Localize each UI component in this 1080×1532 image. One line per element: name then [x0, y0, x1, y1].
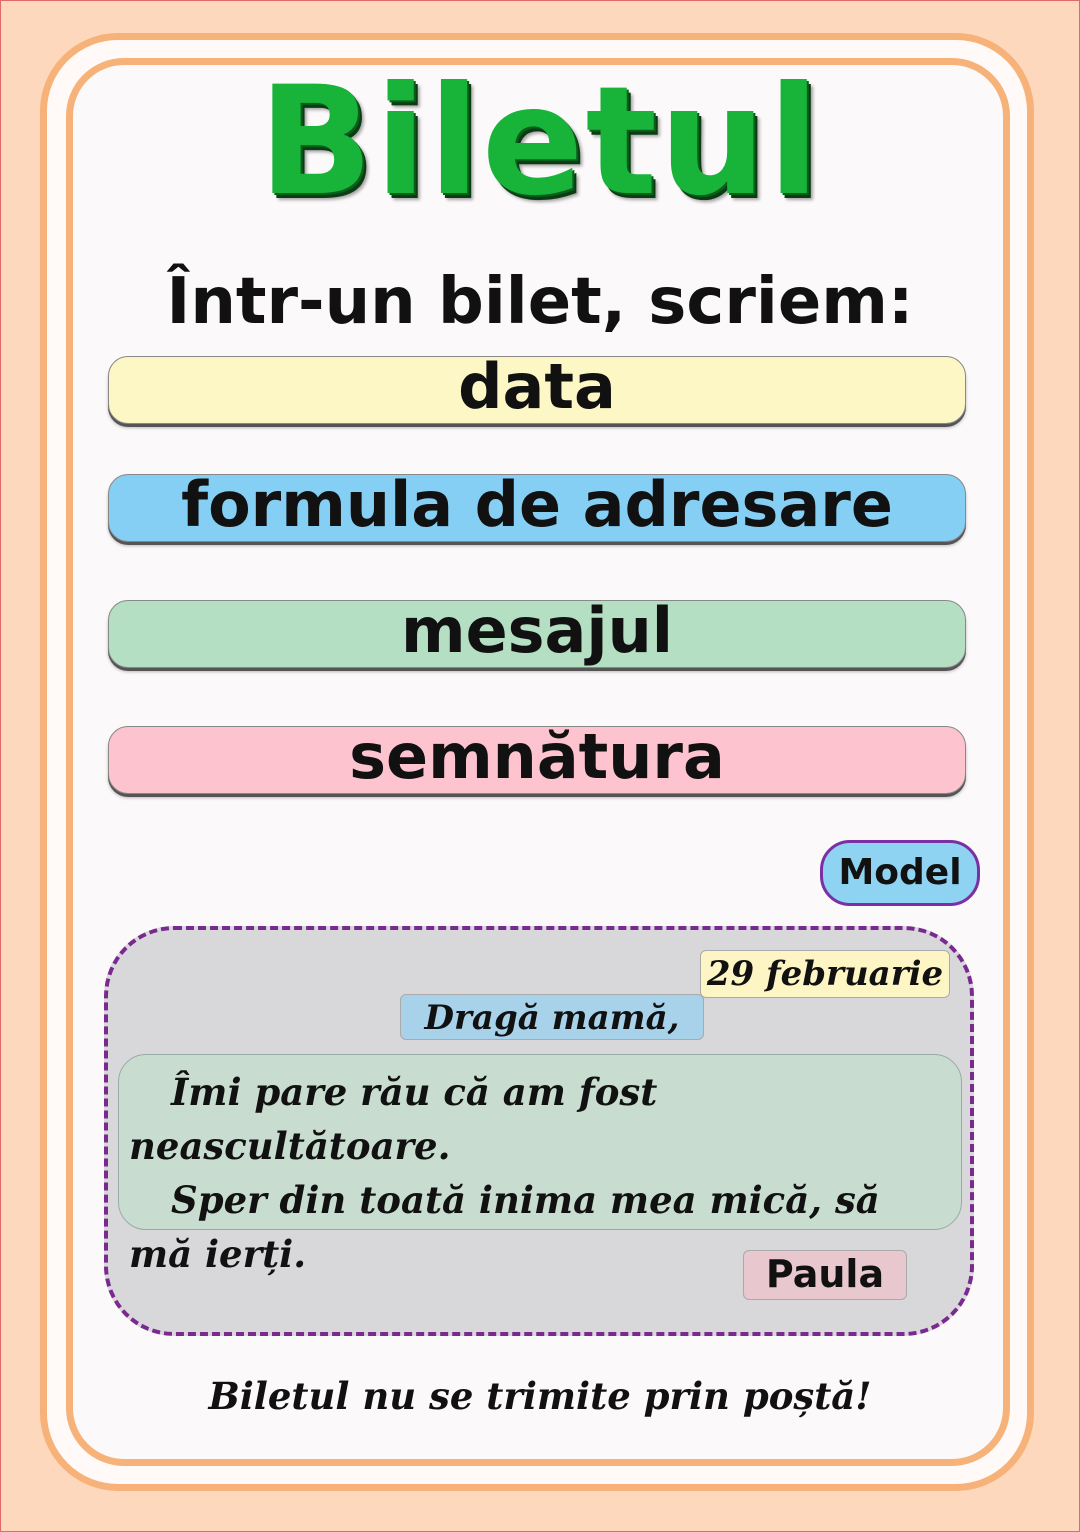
- part-address-formula-label: formula de adresare: [181, 468, 893, 541]
- part-message-label: mesajul: [400, 594, 674, 667]
- model-signature: Paula: [743, 1250, 907, 1300]
- subtitle: Într-un bilet, scriem:: [166, 265, 914, 339]
- page-title: Biletul: [258, 55, 822, 229]
- part-signature-label: semnătura: [349, 720, 725, 793]
- model-message-line-1: Îmi pare rău că am fost neascultătoare.: [129, 1070, 658, 1168]
- model-greeting: Dragă mamă,: [400, 994, 704, 1040]
- part-date-label: data: [458, 350, 616, 423]
- footer-note: Biletul nu se trimite prin poștă!: [208, 1374, 872, 1418]
- model-message-line-2: Sper din toată inima mea mică, să mă ierți.: [129, 1178, 880, 1276]
- part-date: [108, 350, 966, 424]
- model-date: 29 februarie: [700, 950, 950, 998]
- part-signature: [108, 720, 966, 794]
- part-address-formula: [108, 468, 966, 542]
- part-message: [108, 594, 966, 668]
- model-badge: Model: [820, 840, 980, 906]
